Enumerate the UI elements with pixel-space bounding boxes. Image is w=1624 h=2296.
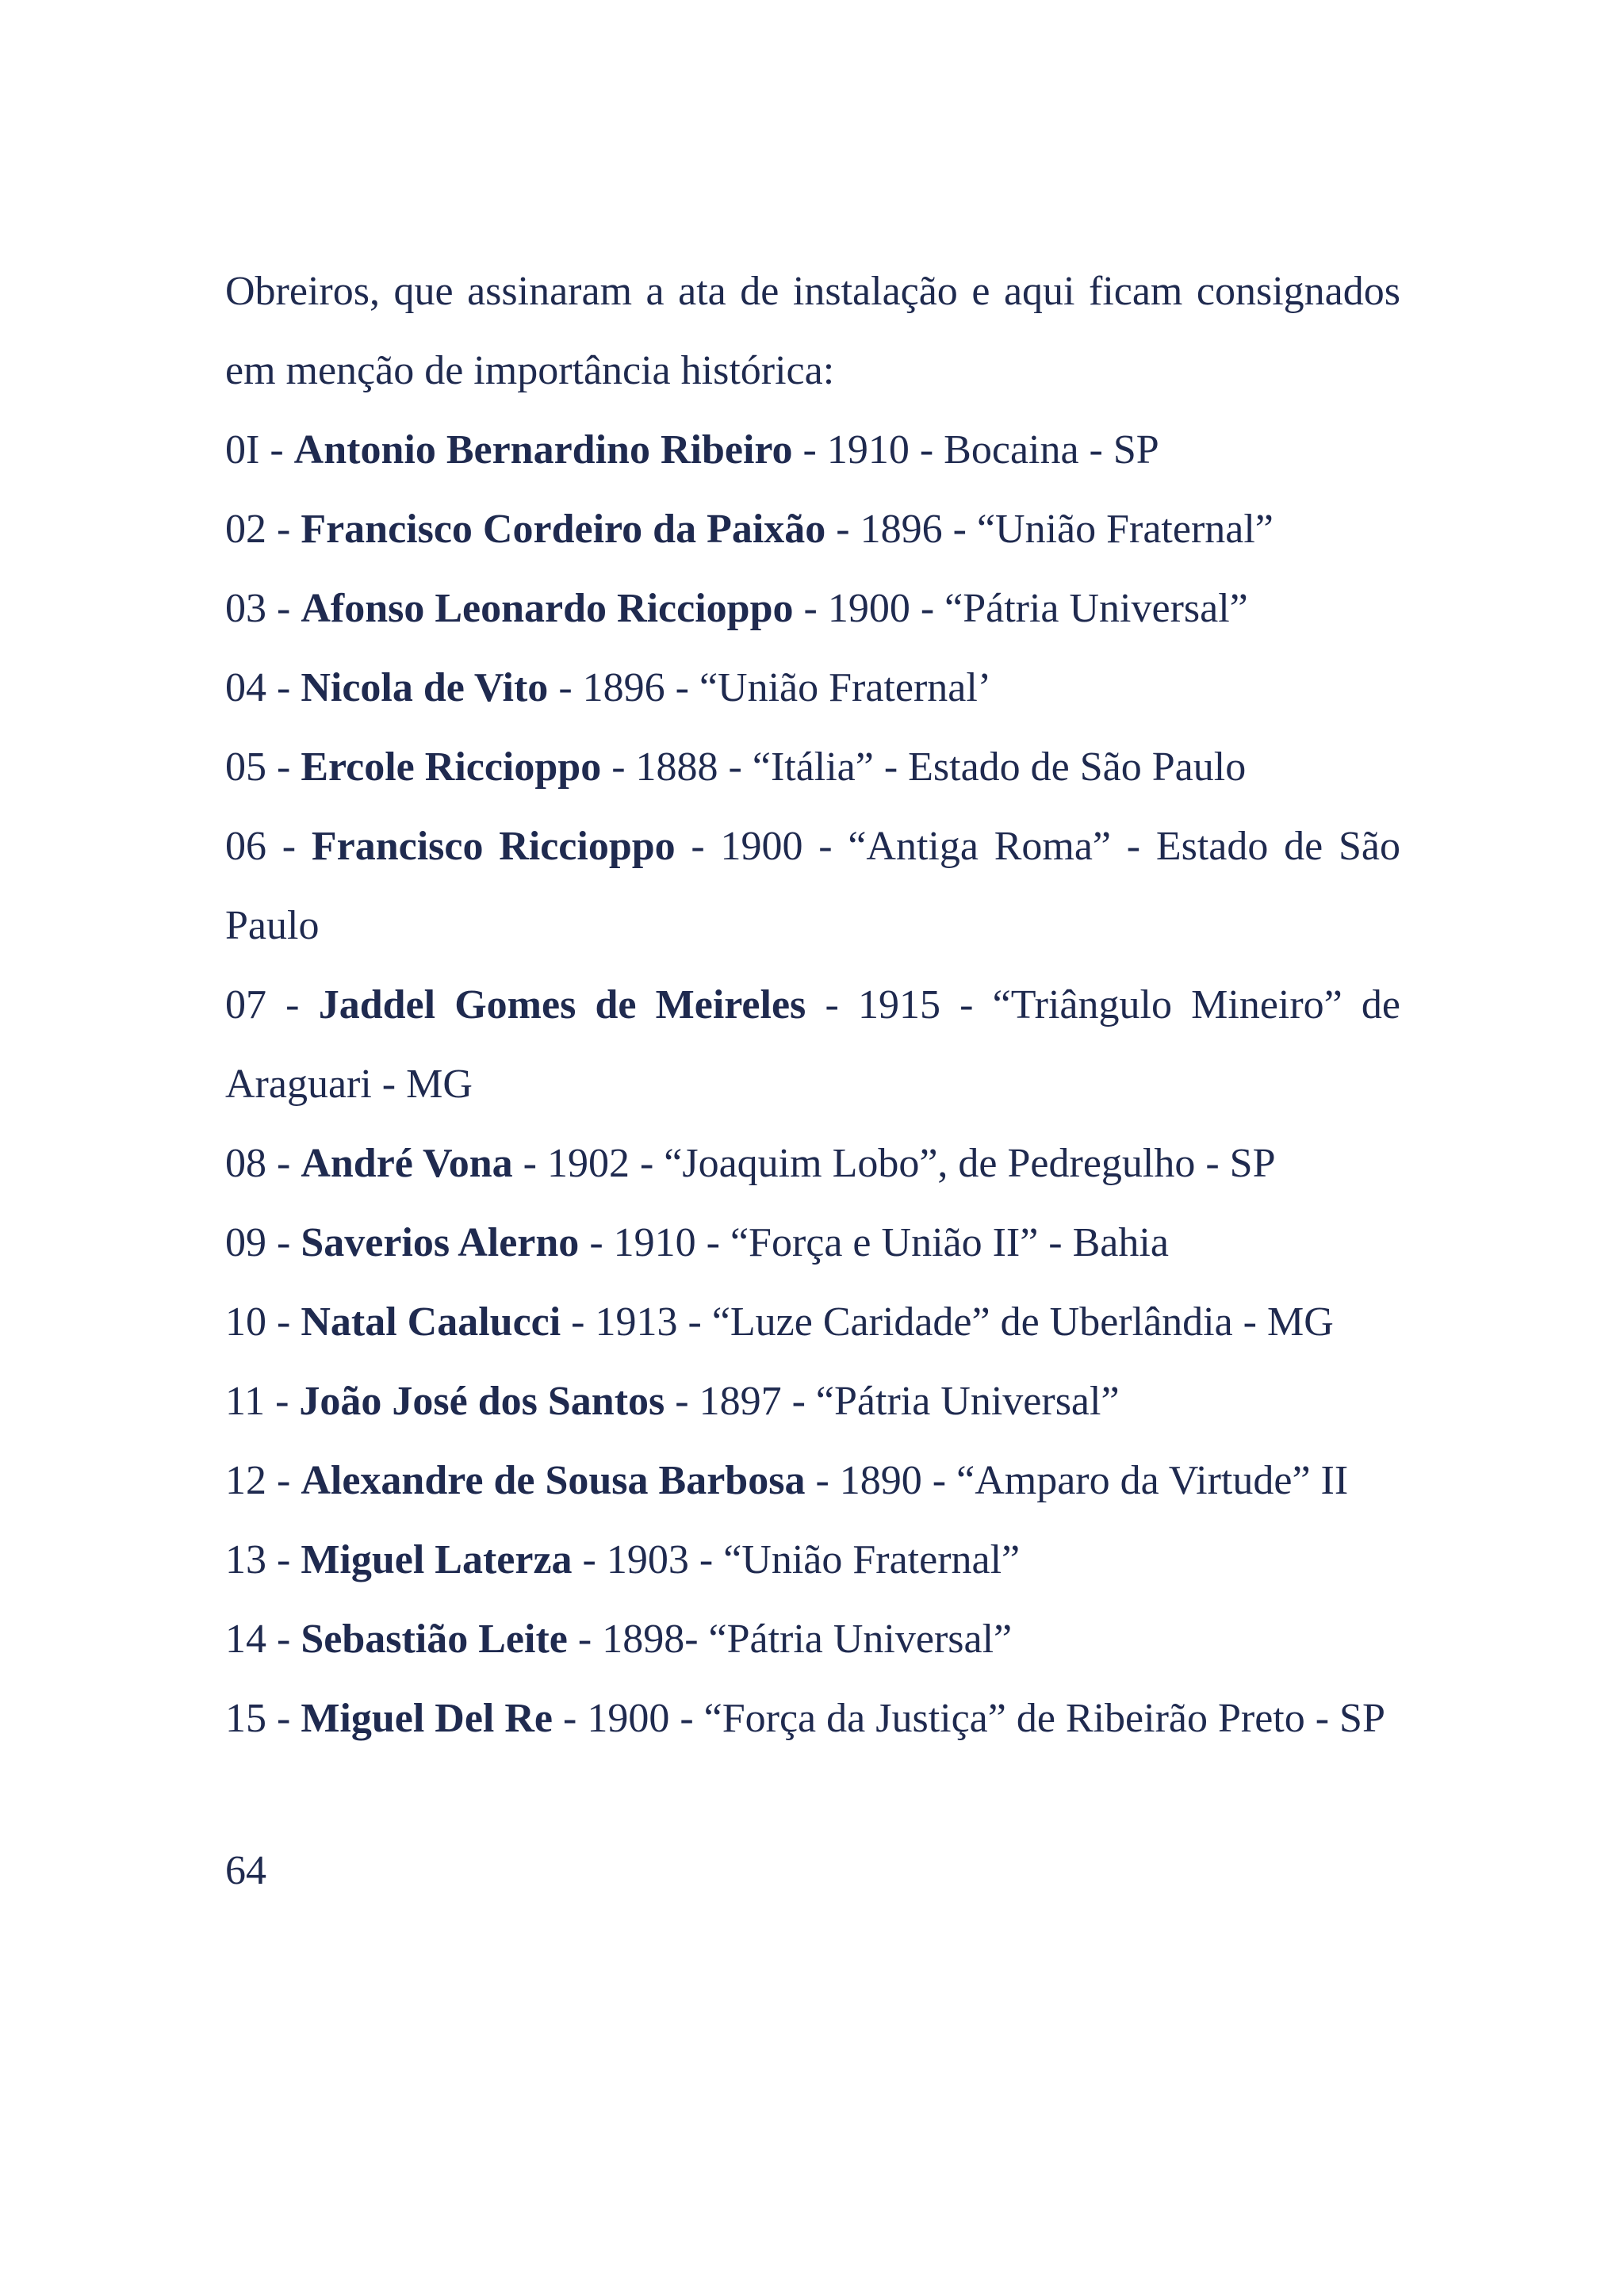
list-item: 13 - Miguel Laterza - 1903 - “União Fraternal” [225,1537,1021,1582]
entry-number: 05 [225,744,266,790]
entry-name: Francisco Cordeiro da Paixão [301,507,826,552]
entry-number: 02 [225,507,266,552]
entry-number: 0I [225,427,260,473]
entry-details: 1903 - “União Fraternal” [606,1537,1021,1582]
entry-name: Miguel Del Re [301,1696,553,1741]
page-body [225,252,1400,1758]
list-item: 08 - André Vona - 1902 - “Joaquim Lobo”, de Pedregulho - SP [225,1141,1276,1186]
list-item: 02 - Francisco Cordeiro da Paixão - 1896 - “União Fraternal” [225,507,1274,552]
entry-details: 1900 - “Força da Justiça” de Ribeirão Preto - SP [587,1696,1385,1741]
list-item: 15 - Miguel Del Re - 1900 - “Força da Justiça” de Ribeirão Preto - SP [225,1696,1385,1741]
entry-number: 08 [225,1141,266,1186]
entry-details: 1888 - “Itália” - Estado de São Paulo [635,744,1247,790]
page-number: 64 [225,1848,266,1893]
entry-name: Antonio Bernardino Ribeiro [293,427,793,473]
entry-details: 1900 - “Pátria Universal” [827,586,1248,631]
entry-number: 07 [225,982,266,1027]
entry-details: 1910 - “Força e União II” - Bahia [613,1220,1169,1265]
entry-name: Miguel Laterza [301,1537,573,1582]
list-item: 04 - Nicola de Vito - 1896 - “União Fraternal’ [225,665,992,710]
entry-details: 1898- “Pátria Universal” [602,1617,1013,1662]
entry-number: 11 [225,1379,266,1424]
entry-name: Sebastião Leite [301,1617,568,1662]
entry-details: 1913 - “Luze Caridade” de Uberlândia - MG [595,1299,1334,1345]
entry-number: 03 [225,586,266,631]
list-item: 05 - Ercole Riccioppo - 1888 - “Itália” - Estado de São Paulo [225,744,1247,790]
entry-number: 06 [225,824,266,869]
entry-details: 1897 - “Pátria Universal” [699,1379,1120,1424]
entry-name: Francisco Riccioppo [311,824,676,869]
entry-name: João José dos Santos [299,1379,665,1424]
entry-number: 12 [225,1458,266,1503]
list-item: 07 - Jaddel Gomes de Meireles - 1915 - “Triângulo Mineiro” de Araguari - MG [225,982,1401,1107]
entry-name: Natal Caalucci [301,1299,561,1345]
entry-name: Alexandre de Sousa Barbosa [301,1458,806,1503]
entry-name: Nicola de Vito [301,665,549,710]
intro-paragraph: Obreiros, que assinaram a ata de instalação e aqui ficam consignados em menção de importância histórica: [225,269,1400,393]
entry-details: 1902 - “Joaquim Lobo”, de Pedregulho - SP [546,1141,1276,1186]
entry-name: Afonso Leonardo Riccioppo [301,586,794,631]
entry-details: 1896 - “União Fraternal” [860,507,1274,552]
list-item: 14 - Sebastião Leite - 1898- “Pátria Universal” [225,1617,1013,1662]
list-item: 09 - Saverios Alerno - 1910 - “Força e União II” - Bahia [225,1220,1169,1265]
entry-details: 1890 - “Amparo da Virtude” II [839,1458,1349,1503]
entry-details: 1910 - Bocaina - SP [826,427,1159,473]
list-item: 11 - João José dos Santos - 1897 - “Pátria Universal” [225,1379,1120,1424]
entry-number: 15 [225,1696,266,1741]
entry-number: 14 [225,1617,266,1662]
entry-number: 10 [225,1299,266,1345]
list-item: 0I - Antonio Bernardino Ribeiro - 1910 - Bocaina - SP [225,427,1159,473]
list-item: 06 - Francisco Riccioppo - 1900 - “Antiga Roma” - Estado de São Paulo [225,824,1400,948]
entry-number: 04 [225,665,266,710]
entry-number: 13 [225,1537,266,1582]
entry-name: Saverios Alerno [301,1220,580,1265]
list-item: 12 - Alexandre de Sousa Barbosa - 1890 - “Amparo da Virtude” II [225,1458,1349,1503]
entry-details: 1896 - “União Fraternal’ [582,665,992,710]
list-item: 10 - Natal Caalucci - 1913 - “Luze Caridade” de Uberlândia - MG [225,1299,1334,1345]
entry-name: Ercole Riccioppo [301,744,602,790]
entry-details: 1900 - “Antiga Roma” - Estado de São Paulo [225,824,1400,948]
entry-name: André Vona [301,1141,513,1186]
entry-number: 09 [225,1220,266,1265]
signatories-list [225,411,1400,1758]
list-item: 03 - Afonso Leonardo Riccioppo - 1900 - “Pátria Universal” [225,586,1248,631]
entry-name: Jaddel Gomes de Meireles [318,982,806,1027]
entry-details: 1915 - “Triângulo Mineiro” de Araguari - MG [225,982,1401,1107]
